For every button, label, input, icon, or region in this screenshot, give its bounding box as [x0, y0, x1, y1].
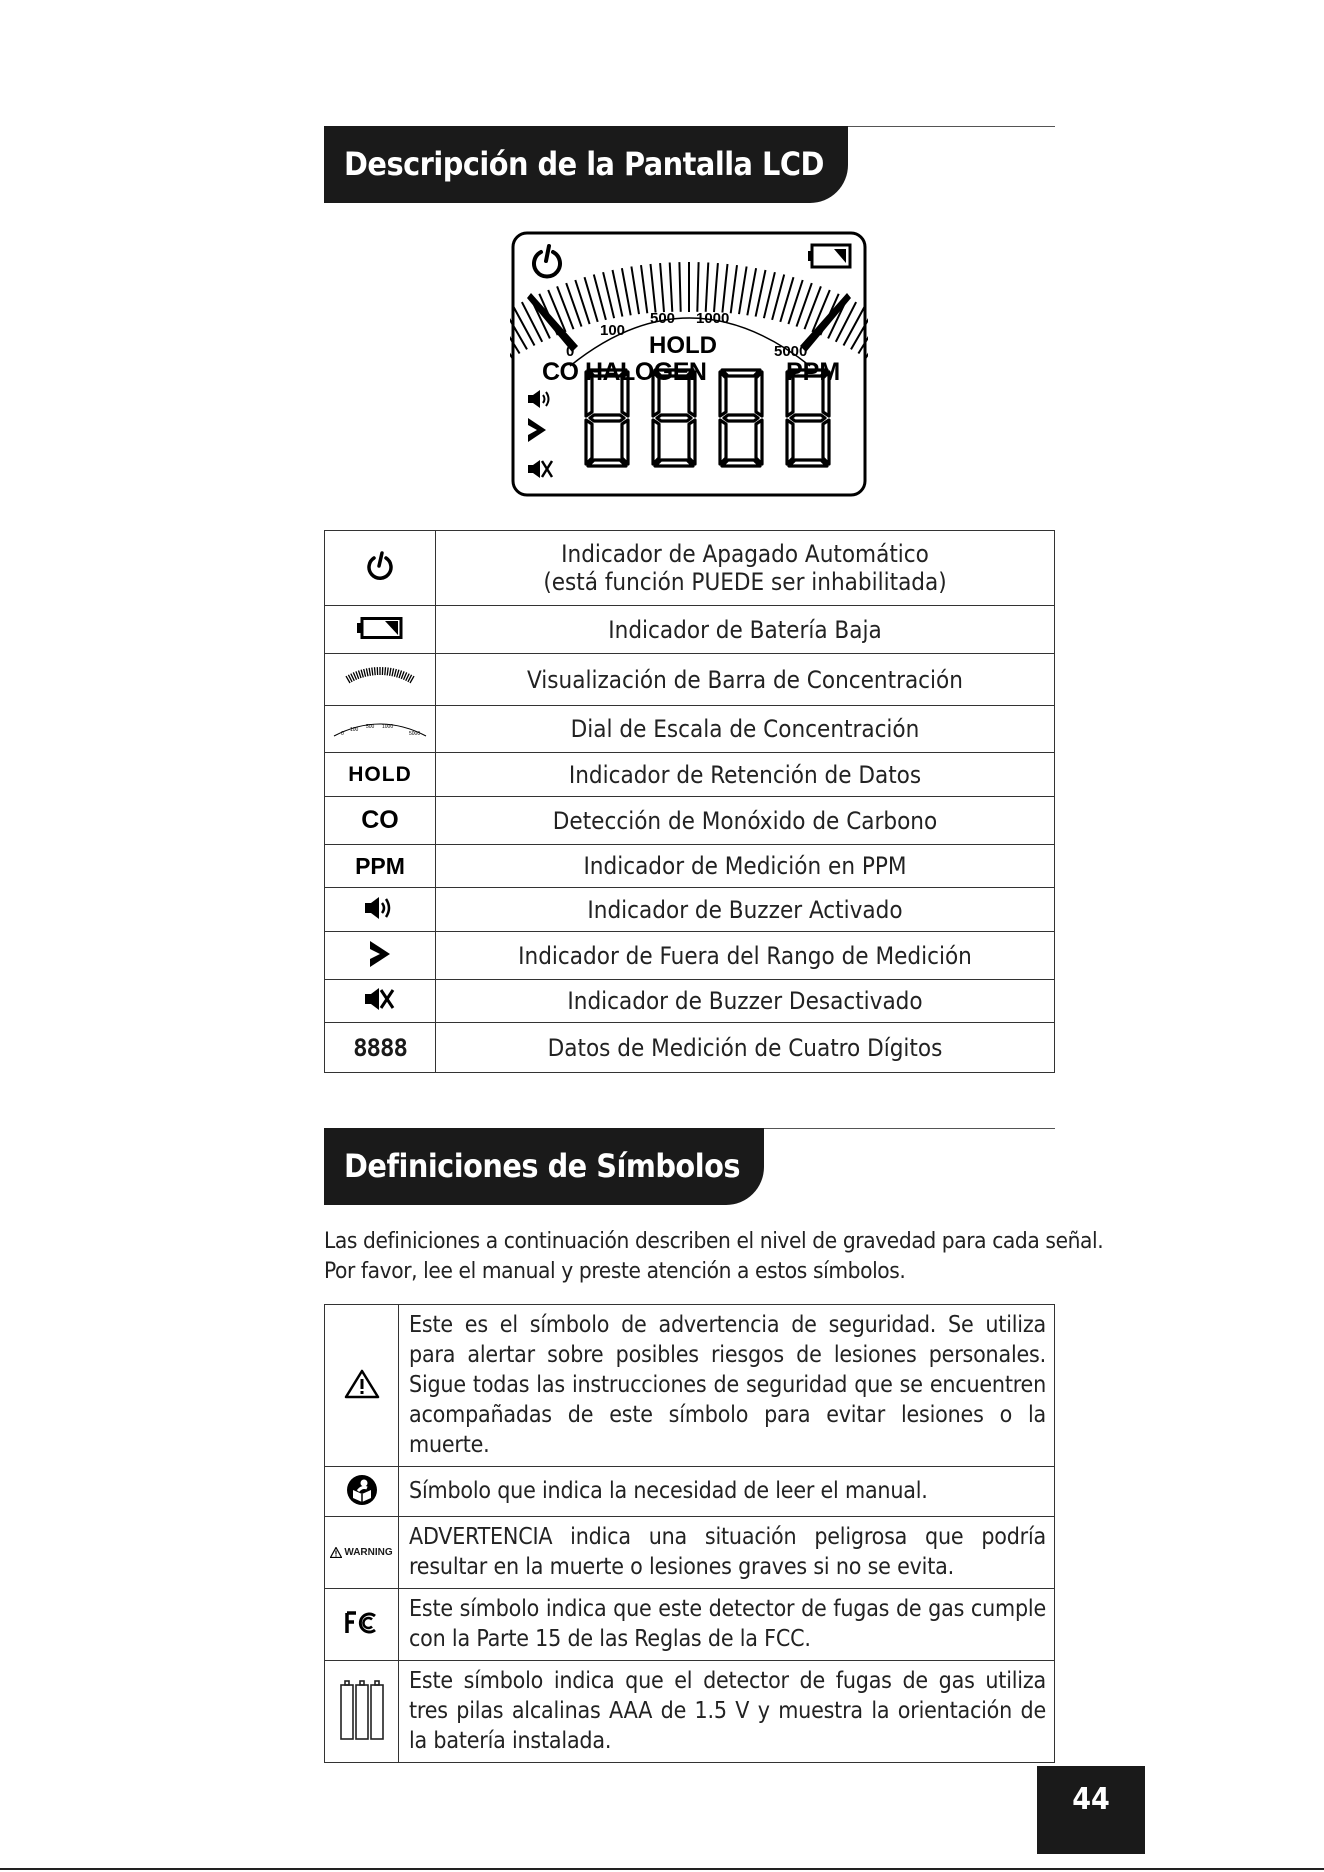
lcd-ppm-label: PPM — [786, 358, 841, 386]
over-range-icon — [369, 940, 391, 968]
table-row — [325, 1023, 1055, 1073]
row-description: Este símbolo indica que el detector de fugas de gas utiliza tres pilas alcalinas AAA de 1.5 V y muestra la orientación de la batería instalada. — [399, 1661, 1055, 1763]
hold-icon: HOLD — [348, 762, 412, 786]
table-row — [325, 531, 1055, 606]
bar-tick — [679, 262, 680, 312]
scale-label-5000: 5000 — [774, 343, 808, 360]
row-description: Este es el símbolo de advertencia de seguridad. Se utiliza para alertar sobre posibles riesgos de lesiones personales. Sigue todas las instrucciones de seguridad que se encuentren acompañadas de este símbolo para evitar lesiones o la muerte. — [399, 1305, 1055, 1467]
row-description: Indicador de Buzzer Desactivado — [567, 987, 923, 1015]
table-row — [325, 706, 1055, 753]
intro-line: Por favor, lee el manual y preste atención a estos símbolos. — [324, 1258, 906, 1284]
read-manual-icon — [346, 1474, 378, 1506]
low-battery-icon — [357, 617, 403, 639]
table-row — [325, 888, 1055, 932]
fcc-logo-icon — [345, 1610, 379, 1636]
batteries-icon — [338, 1679, 386, 1741]
table-row — [325, 1661, 1055, 1763]
table-row — [325, 980, 1055, 1023]
table-row — [325, 1467, 1055, 1517]
symbols-section-title: Definiciones de Símbolos — [324, 1128, 764, 1205]
bottom-rule — [0, 1868, 1324, 1870]
row-description: ADVERTENCIA indica una situación peligrosa que podría resultar en la muerte o lesiones graves si no se evita. — [399, 1517, 1055, 1589]
symbols-intro — [324, 1226, 1104, 1286]
bar-tick — [697, 262, 698, 312]
svg-text:5000: 5000 — [409, 731, 421, 737]
lcd-section-title: Descripción de la Pantalla LCD — [324, 126, 848, 203]
concentration-bar-icon — [339, 665, 421, 691]
symbols-section-header — [324, 1128, 1055, 1208]
row-description: Detección de Monóxido de Carbono — [552, 806, 938, 835]
digits-icon: 8888 — [353, 1033, 407, 1062]
row-description: Indicador de Batería Baja — [608, 615, 882, 644]
lcd-co-halogen-label: CO HALOGEN — [542, 358, 707, 386]
power-icon — [364, 550, 396, 582]
intro-line: Las definiciones a continuación describen el nivel de gravedad para cada señal. — [324, 1228, 1104, 1254]
row-description: Indicador de Fuera del Rango de Medición — [518, 941, 972, 970]
row-description: Símbolo que indica la necesidad de leer el manual. — [399, 1467, 1055, 1517]
table-row — [325, 845, 1055, 888]
svg-text:1000: 1000 — [382, 724, 394, 730]
table-row — [325, 932, 1055, 980]
table-row — [325, 606, 1055, 654]
warning-label-icon — [330, 1547, 392, 1558]
row-description: Este símbolo indica que este detector de fugas de gas cumple con la Parte 15 de las Reglas de la FCC. — [399, 1589, 1055, 1661]
lcd-display-figure — [510, 230, 868, 498]
table-row — [325, 654, 1055, 706]
table-row — [325, 1589, 1055, 1661]
scale-label-1000: 1000 — [696, 310, 730, 327]
co-icon: CO — [361, 806, 399, 834]
warning-triangle-icon — [330, 1547, 342, 1558]
svg-text:0: 0 — [341, 731, 344, 737]
row-description: Visualización de Barra de Concentración — [527, 665, 963, 694]
table-row — [325, 1517, 1055, 1589]
buzzer-on-icon — [364, 896, 396, 920]
concentration-dial-icon — [332, 716, 428, 738]
row-description: (está función PUEDE ser inhabilitada) — [543, 568, 947, 596]
lcd-description-table — [324, 530, 1055, 1073]
table-row — [325, 797, 1055, 845]
scale-label-500: 500 — [650, 310, 676, 327]
row-description: Datos de Medición de Cuatro Dígitos — [547, 1033, 943, 1062]
scale-label-100: 100 — [600, 322, 626, 339]
svg-text:100: 100 — [350, 727, 359, 733]
page-number-box — [1037, 1766, 1145, 1854]
row-description: Dial de Escala de Concentración — [570, 715, 920, 743]
row-description: Indicador de Apagado Automático — [561, 540, 929, 568]
row-description: Indicador de Retención de Datos — [568, 760, 922, 789]
row-description: Indicador de Medición en PPM — [583, 852, 907, 880]
buzzer-off-icon — [364, 987, 396, 1011]
lcd-hold-label: HOLD — [649, 332, 717, 359]
table-row — [325, 753, 1055, 797]
row-description: Indicador de Buzzer Activado — [587, 895, 903, 924]
lcd-section-header — [324, 126, 1055, 206]
page-number: 44 — [1072, 1782, 1110, 1817]
ppm-icon: PPM — [355, 852, 405, 879]
svg-text:500: 500 — [366, 724, 375, 730]
scale-label-0: 0 — [566, 343, 575, 360]
table-row — [325, 1305, 1055, 1467]
warning-label-text: WARNING — [344, 1547, 393, 1558]
symbols-table — [324, 1304, 1055, 1763]
warning-triangle-icon — [343, 1368, 381, 1400]
